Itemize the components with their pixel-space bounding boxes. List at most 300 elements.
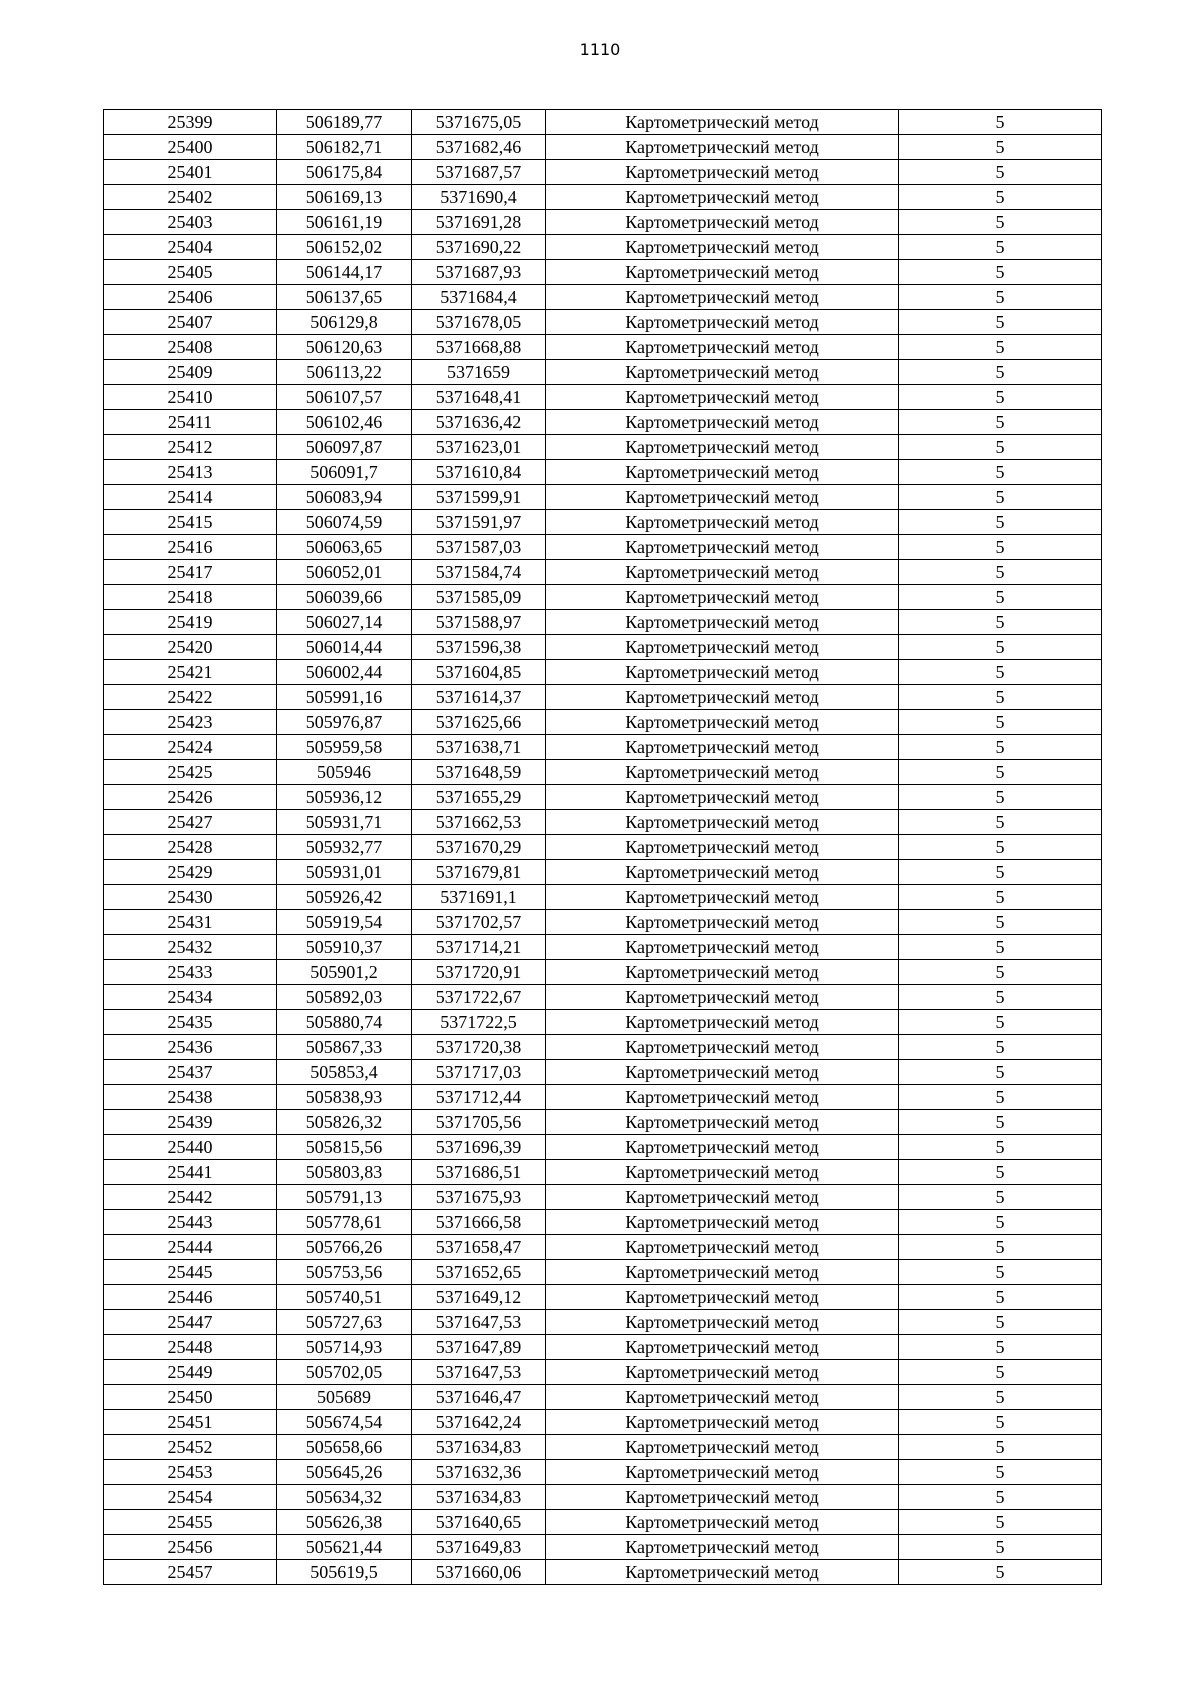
- accuracy-cell: 5: [899, 735, 1102, 760]
- y-coordinate-cell: 5371623,01: [412, 435, 546, 460]
- y-coordinate-cell: 5371662,53: [412, 810, 546, 835]
- method-cell: Картометрический метод: [546, 560, 899, 585]
- method-cell: Картометрический метод: [546, 985, 899, 1010]
- method-cell: Картометрический метод: [546, 735, 899, 760]
- accuracy-cell: 5: [899, 710, 1102, 735]
- table-row: [104, 1285, 1102, 1310]
- x-coordinate-cell: 505926,42: [277, 885, 412, 910]
- method-cell: Картометрический метод: [546, 1235, 899, 1260]
- point-number-cell: 25436: [104, 1035, 277, 1060]
- x-coordinate-cell: 506014,44: [277, 635, 412, 660]
- table-row: [104, 985, 1102, 1010]
- method-cell: Картометрический метод: [546, 835, 899, 860]
- x-coordinate-cell: 505619,5: [277, 1560, 412, 1585]
- point-number-cell: 25440: [104, 1135, 277, 1160]
- method-cell: Картометрический метод: [546, 1435, 899, 1460]
- accuracy-cell: 5: [899, 185, 1102, 210]
- method-cell: Картометрический метод: [546, 1135, 899, 1160]
- x-coordinate-cell: 505826,32: [277, 1110, 412, 1135]
- y-coordinate-cell: 5371720,91: [412, 960, 546, 985]
- table-row: [104, 835, 1102, 860]
- y-coordinate-cell: 5371647,53: [412, 1310, 546, 1335]
- table-row: [104, 1035, 1102, 1060]
- x-coordinate-cell: 505674,54: [277, 1410, 412, 1435]
- method-cell: Картометрический метод: [546, 1560, 899, 1585]
- table-row: [104, 685, 1102, 710]
- x-coordinate-cell: 505791,13: [277, 1185, 412, 1210]
- point-number-cell: 25409: [104, 360, 277, 385]
- method-cell: Картометрический метод: [546, 460, 899, 485]
- y-coordinate-cell: 5371648,41: [412, 385, 546, 410]
- y-coordinate-cell: 5371584,74: [412, 560, 546, 585]
- x-coordinate-cell: 506052,01: [277, 560, 412, 585]
- x-coordinate-cell: 505867,33: [277, 1035, 412, 1060]
- x-coordinate-cell: 506107,57: [277, 385, 412, 410]
- y-coordinate-cell: 5371660,06: [412, 1560, 546, 1585]
- x-coordinate-cell: 505727,63: [277, 1310, 412, 1335]
- point-number-cell: 25418: [104, 585, 277, 610]
- table-row: [104, 410, 1102, 435]
- point-number-cell: 25445: [104, 1260, 277, 1285]
- x-coordinate-cell: 505714,93: [277, 1335, 412, 1360]
- y-coordinate-cell: 5371659: [412, 360, 546, 385]
- y-coordinate-cell: 5371625,66: [412, 710, 546, 735]
- method-cell: Картометрический метод: [546, 1010, 899, 1035]
- y-coordinate-cell: 5371691,28: [412, 210, 546, 235]
- method-cell: Картометрический метод: [546, 960, 899, 985]
- accuracy-cell: 5: [899, 1260, 1102, 1285]
- point-number-cell: 25429: [104, 860, 277, 885]
- point-number-cell: 25420: [104, 635, 277, 660]
- method-cell: Картометрический метод: [546, 810, 899, 835]
- point-number-cell: 25435: [104, 1010, 277, 1035]
- method-cell: Картометрический метод: [546, 135, 899, 160]
- x-coordinate-cell: 505621,44: [277, 1535, 412, 1560]
- x-coordinate-cell: 506129,8: [277, 310, 412, 335]
- point-number-cell: 25408: [104, 335, 277, 360]
- accuracy-cell: 5: [899, 1410, 1102, 1435]
- table-row: [104, 360, 1102, 385]
- x-coordinate-cell: 506097,87: [277, 435, 412, 460]
- point-number-cell: 25446: [104, 1285, 277, 1310]
- x-coordinate-cell: 505753,56: [277, 1260, 412, 1285]
- method-cell: Картометрический метод: [546, 1360, 899, 1385]
- accuracy-cell: 5: [899, 1360, 1102, 1385]
- table-row: [104, 210, 1102, 235]
- method-cell: Картометрический метод: [546, 1160, 899, 1185]
- point-number-cell: 25423: [104, 710, 277, 735]
- x-coordinate-cell: 506161,19: [277, 210, 412, 235]
- table-row: [104, 1160, 1102, 1185]
- x-coordinate-cell: 506120,63: [277, 335, 412, 360]
- y-coordinate-cell: 5371587,03: [412, 535, 546, 560]
- accuracy-cell: 5: [899, 1135, 1102, 1160]
- point-number-cell: 25417: [104, 560, 277, 585]
- y-coordinate-cell: 5371599,91: [412, 485, 546, 510]
- accuracy-cell: 5: [899, 260, 1102, 285]
- y-coordinate-cell: 5371591,97: [412, 510, 546, 535]
- table-row: [104, 660, 1102, 685]
- point-number-cell: 25428: [104, 835, 277, 860]
- accuracy-cell: 5: [899, 485, 1102, 510]
- y-coordinate-cell: 5371642,24: [412, 1410, 546, 1435]
- method-cell: Картометрический метод: [546, 1210, 899, 1235]
- method-cell: Картометрический метод: [546, 910, 899, 935]
- point-number-cell: 25432: [104, 935, 277, 960]
- accuracy-cell: 5: [899, 1485, 1102, 1510]
- accuracy-cell: 5: [899, 160, 1102, 185]
- accuracy-cell: 5: [899, 1035, 1102, 1060]
- point-number-cell: 25455: [104, 1510, 277, 1535]
- y-coordinate-cell: 5371687,93: [412, 260, 546, 285]
- y-coordinate-cell: 5371687,57: [412, 160, 546, 185]
- method-cell: Картометрический метод: [546, 310, 899, 335]
- method-cell: Картометрический метод: [546, 860, 899, 885]
- accuracy-cell: 5: [899, 310, 1102, 335]
- y-coordinate-cell: 5371585,09: [412, 585, 546, 610]
- x-coordinate-cell: 505766,26: [277, 1235, 412, 1260]
- table-row: [104, 1135, 1102, 1160]
- table-row: [104, 385, 1102, 410]
- accuracy-cell: 5: [899, 1310, 1102, 1335]
- accuracy-cell: 5: [899, 885, 1102, 910]
- point-number-cell: 25433: [104, 960, 277, 985]
- table-row: [104, 610, 1102, 635]
- accuracy-cell: 5: [899, 1285, 1102, 1310]
- y-coordinate-cell: 5371596,38: [412, 635, 546, 660]
- point-number-cell: 25399: [104, 110, 277, 135]
- method-cell: Картометрический метод: [546, 360, 899, 385]
- accuracy-cell: 5: [899, 1335, 1102, 1360]
- accuracy-cell: 5: [899, 1110, 1102, 1135]
- point-number-cell: 25413: [104, 460, 277, 485]
- point-number-cell: 25416: [104, 535, 277, 560]
- accuracy-cell: 5: [899, 1185, 1102, 1210]
- y-coordinate-cell: 5371712,44: [412, 1085, 546, 1110]
- point-number-cell: 25456: [104, 1535, 277, 1560]
- point-number-cell: 25426: [104, 785, 277, 810]
- method-cell: Картометрический метод: [546, 185, 899, 210]
- point-number-cell: 25452: [104, 1435, 277, 1460]
- point-number-cell: 25406: [104, 285, 277, 310]
- point-number-cell: 25437: [104, 1060, 277, 1085]
- method-cell: Картометрический метод: [546, 210, 899, 235]
- x-coordinate-cell: 506074,59: [277, 510, 412, 535]
- point-number-cell: 25457: [104, 1560, 277, 1585]
- point-number-cell: 25454: [104, 1485, 277, 1510]
- table-row: [104, 960, 1102, 985]
- table-row: [104, 460, 1102, 485]
- table-row: [104, 1510, 1102, 1535]
- y-coordinate-cell: 5371696,39: [412, 1135, 546, 1160]
- table-row: [104, 510, 1102, 535]
- accuracy-cell: 5: [899, 460, 1102, 485]
- point-number-cell: 25422: [104, 685, 277, 710]
- point-number-cell: 25415: [104, 510, 277, 535]
- y-coordinate-cell: 5371648,59: [412, 760, 546, 785]
- accuracy-cell: 5: [899, 1510, 1102, 1535]
- method-cell: Картометрический метод: [546, 260, 899, 285]
- table-row: [104, 260, 1102, 285]
- table-row: [104, 135, 1102, 160]
- table-row: [104, 1060, 1102, 1085]
- x-coordinate-cell: 505931,71: [277, 810, 412, 835]
- accuracy-cell: 5: [899, 685, 1102, 710]
- x-coordinate-cell: 505645,26: [277, 1460, 412, 1485]
- x-coordinate-cell: 506152,02: [277, 235, 412, 260]
- x-coordinate-cell: 506083,94: [277, 485, 412, 510]
- table-row: [104, 1210, 1102, 1235]
- accuracy-cell: 5: [899, 510, 1102, 535]
- accuracy-cell: 5: [899, 985, 1102, 1010]
- x-coordinate-cell: 505634,32: [277, 1485, 412, 1510]
- x-coordinate-cell: 505689: [277, 1385, 412, 1410]
- method-cell: Картометрический метод: [546, 635, 899, 660]
- table-row: [104, 435, 1102, 460]
- accuracy-cell: 5: [899, 1460, 1102, 1485]
- x-coordinate-cell: 505838,93: [277, 1085, 412, 1110]
- method-cell: Картометрический метод: [546, 610, 899, 635]
- accuracy-cell: 5: [899, 835, 1102, 860]
- y-coordinate-cell: 5371691,1: [412, 885, 546, 910]
- accuracy-cell: 5: [899, 385, 1102, 410]
- y-coordinate-cell: 5371634,83: [412, 1435, 546, 1460]
- x-coordinate-cell: 506039,66: [277, 585, 412, 610]
- x-coordinate-cell: 506063,65: [277, 535, 412, 560]
- table-row: [104, 1410, 1102, 1435]
- accuracy-cell: 5: [899, 235, 1102, 260]
- method-cell: Картометрический метод: [546, 435, 899, 460]
- y-coordinate-cell: 5371722,5: [412, 1010, 546, 1035]
- table-row: [104, 810, 1102, 835]
- table-row: [104, 1435, 1102, 1460]
- table-row: [104, 1010, 1102, 1035]
- table-row: [104, 710, 1102, 735]
- method-cell: Картометрический метод: [546, 660, 899, 685]
- table-row: [104, 185, 1102, 210]
- y-coordinate-cell: 5371690,4: [412, 185, 546, 210]
- table-row: [104, 285, 1102, 310]
- method-cell: Картометрический метод: [546, 935, 899, 960]
- coordinates-table-body: [104, 110, 1102, 1585]
- method-cell: Картометрический метод: [546, 1485, 899, 1510]
- y-coordinate-cell: 5371679,81: [412, 860, 546, 885]
- method-cell: Картометрический метод: [546, 760, 899, 785]
- table-row: [104, 1235, 1102, 1260]
- method-cell: Картометрический метод: [546, 1510, 899, 1535]
- y-coordinate-cell: 5371649,83: [412, 1535, 546, 1560]
- point-number-cell: 25425: [104, 760, 277, 785]
- table-row: [104, 1460, 1102, 1485]
- point-number-cell: 25444: [104, 1235, 277, 1260]
- table-row: [104, 335, 1102, 360]
- point-number-cell: 25427: [104, 810, 277, 835]
- x-coordinate-cell: 505853,4: [277, 1060, 412, 1085]
- point-number-cell: 25407: [104, 310, 277, 335]
- x-coordinate-cell: 505778,61: [277, 1210, 412, 1235]
- x-coordinate-cell: 505702,05: [277, 1360, 412, 1385]
- accuracy-cell: 5: [899, 660, 1102, 685]
- y-coordinate-cell: 5371720,38: [412, 1035, 546, 1060]
- y-coordinate-cell: 5371652,65: [412, 1260, 546, 1285]
- method-cell: Картометрический метод: [546, 110, 899, 135]
- accuracy-cell: 5: [899, 585, 1102, 610]
- method-cell: Картометрический метод: [546, 1035, 899, 1060]
- x-coordinate-cell: 505803,83: [277, 1160, 412, 1185]
- point-number-cell: 25402: [104, 185, 277, 210]
- accuracy-cell: 5: [899, 1160, 1102, 1185]
- table-row: [104, 1535, 1102, 1560]
- table-row: [104, 1110, 1102, 1135]
- point-number-cell: 25451: [104, 1410, 277, 1435]
- point-number-cell: 25404: [104, 235, 277, 260]
- point-number-cell: 25430: [104, 885, 277, 910]
- y-coordinate-cell: 5371649,12: [412, 1285, 546, 1310]
- point-number-cell: 25450: [104, 1385, 277, 1410]
- method-cell: Картометрический метод: [546, 1335, 899, 1360]
- table-row: [104, 310, 1102, 335]
- accuracy-cell: 5: [899, 1535, 1102, 1560]
- y-coordinate-cell: 5371690,22: [412, 235, 546, 260]
- accuracy-cell: 5: [899, 135, 1102, 160]
- accuracy-cell: 5: [899, 760, 1102, 785]
- x-coordinate-cell: 505815,56: [277, 1135, 412, 1160]
- method-cell: Картометрический метод: [546, 1285, 899, 1310]
- x-coordinate-cell: 506175,84: [277, 160, 412, 185]
- y-coordinate-cell: 5371647,53: [412, 1360, 546, 1385]
- accuracy-cell: 5: [899, 335, 1102, 360]
- x-coordinate-cell: 505901,2: [277, 960, 412, 985]
- method-cell: Картометрический метод: [546, 510, 899, 535]
- x-coordinate-cell: 505976,87: [277, 710, 412, 735]
- y-coordinate-cell: 5371638,71: [412, 735, 546, 760]
- accuracy-cell: 5: [899, 1560, 1102, 1585]
- y-coordinate-cell: 5371670,29: [412, 835, 546, 860]
- accuracy-cell: 5: [899, 935, 1102, 960]
- point-number-cell: 25443: [104, 1210, 277, 1235]
- table-row: [104, 910, 1102, 935]
- point-number-cell: 25442: [104, 1185, 277, 1210]
- x-coordinate-cell: 506113,22: [277, 360, 412, 385]
- accuracy-cell: 5: [899, 360, 1102, 385]
- table-row: [104, 485, 1102, 510]
- y-coordinate-cell: 5371632,36: [412, 1460, 546, 1485]
- accuracy-cell: 5: [899, 410, 1102, 435]
- accuracy-cell: 5: [899, 1385, 1102, 1410]
- y-coordinate-cell: 5371658,47: [412, 1235, 546, 1260]
- x-coordinate-cell: 506137,65: [277, 285, 412, 310]
- point-number-cell: 25414: [104, 485, 277, 510]
- method-cell: Картометрический метод: [546, 1460, 899, 1485]
- y-coordinate-cell: 5371636,42: [412, 410, 546, 435]
- y-coordinate-cell: 5371722,67: [412, 985, 546, 1010]
- point-number-cell: 25449: [104, 1360, 277, 1385]
- point-number-cell: 25405: [104, 260, 277, 285]
- x-coordinate-cell: 505931,01: [277, 860, 412, 885]
- method-cell: Картометрический метод: [546, 1385, 899, 1410]
- method-cell: Картометрический метод: [546, 1185, 899, 1210]
- y-coordinate-cell: 5371684,4: [412, 285, 546, 310]
- table-row: [104, 735, 1102, 760]
- table-row: [104, 1085, 1102, 1110]
- accuracy-cell: 5: [899, 1010, 1102, 1035]
- accuracy-cell: 5: [899, 860, 1102, 885]
- accuracy-cell: 5: [899, 960, 1102, 985]
- x-coordinate-cell: 505932,77: [277, 835, 412, 860]
- y-coordinate-cell: 5371675,93: [412, 1185, 546, 1210]
- accuracy-cell: 5: [899, 435, 1102, 460]
- table-row: [104, 935, 1102, 960]
- x-coordinate-cell: 506169,13: [277, 185, 412, 210]
- method-cell: Картометрический метод: [546, 1260, 899, 1285]
- method-cell: Картометрический метод: [546, 1410, 899, 1435]
- x-coordinate-cell: 506091,7: [277, 460, 412, 485]
- x-coordinate-cell: 505880,74: [277, 1010, 412, 1035]
- table-row: [104, 885, 1102, 910]
- accuracy-cell: 5: [899, 110, 1102, 135]
- y-coordinate-cell: 5371705,56: [412, 1110, 546, 1135]
- accuracy-cell: 5: [899, 1235, 1102, 1260]
- point-number-cell: 25403: [104, 210, 277, 235]
- y-coordinate-cell: 5371675,05: [412, 110, 546, 135]
- accuracy-cell: 5: [899, 1210, 1102, 1235]
- method-cell: Картометрический метод: [546, 585, 899, 610]
- y-coordinate-cell: 5371717,03: [412, 1060, 546, 1085]
- accuracy-cell: 5: [899, 210, 1102, 235]
- x-coordinate-cell: 505626,38: [277, 1510, 412, 1535]
- method-cell: Картометрический метод: [546, 410, 899, 435]
- x-coordinate-cell: 506027,14: [277, 610, 412, 635]
- accuracy-cell: 5: [899, 560, 1102, 585]
- table-row: [104, 535, 1102, 560]
- table-row: [104, 1360, 1102, 1385]
- point-number-cell: 25447: [104, 1310, 277, 1335]
- table-row: [104, 1335, 1102, 1360]
- method-cell: Картометрический метод: [546, 685, 899, 710]
- table-row: [104, 1310, 1102, 1335]
- table-row: [104, 785, 1102, 810]
- method-cell: Картометрический метод: [546, 1535, 899, 1560]
- x-coordinate-cell: 506144,17: [277, 260, 412, 285]
- x-coordinate-cell: 506182,71: [277, 135, 412, 160]
- y-coordinate-cell: 5371646,47: [412, 1385, 546, 1410]
- table-row: [104, 1260, 1102, 1285]
- method-cell: Картометрический метод: [546, 1110, 899, 1135]
- x-coordinate-cell: 505946: [277, 760, 412, 785]
- y-coordinate-cell: 5371610,84: [412, 460, 546, 485]
- method-cell: Картометрический метод: [546, 535, 899, 560]
- point-number-cell: 25419: [104, 610, 277, 635]
- accuracy-cell: 5: [899, 1060, 1102, 1085]
- y-coordinate-cell: 5371702,57: [412, 910, 546, 935]
- accuracy-cell: 5: [899, 785, 1102, 810]
- point-number-cell: 25401: [104, 160, 277, 185]
- point-number-cell: 25421: [104, 660, 277, 685]
- y-coordinate-cell: 5371714,21: [412, 935, 546, 960]
- accuracy-cell: 5: [899, 610, 1102, 635]
- point-number-cell: 25434: [104, 985, 277, 1010]
- x-coordinate-cell: 505910,37: [277, 935, 412, 960]
- x-coordinate-cell: 506102,46: [277, 410, 412, 435]
- table-row: [104, 560, 1102, 585]
- method-cell: Картометрический метод: [546, 785, 899, 810]
- x-coordinate-cell: 505959,58: [277, 735, 412, 760]
- y-coordinate-cell: 5371655,29: [412, 785, 546, 810]
- method-cell: Картометрический метод: [546, 235, 899, 260]
- y-coordinate-cell: 5371682,46: [412, 135, 546, 160]
- y-coordinate-cell: 5371634,83: [412, 1485, 546, 1510]
- x-coordinate-cell: 505658,66: [277, 1435, 412, 1460]
